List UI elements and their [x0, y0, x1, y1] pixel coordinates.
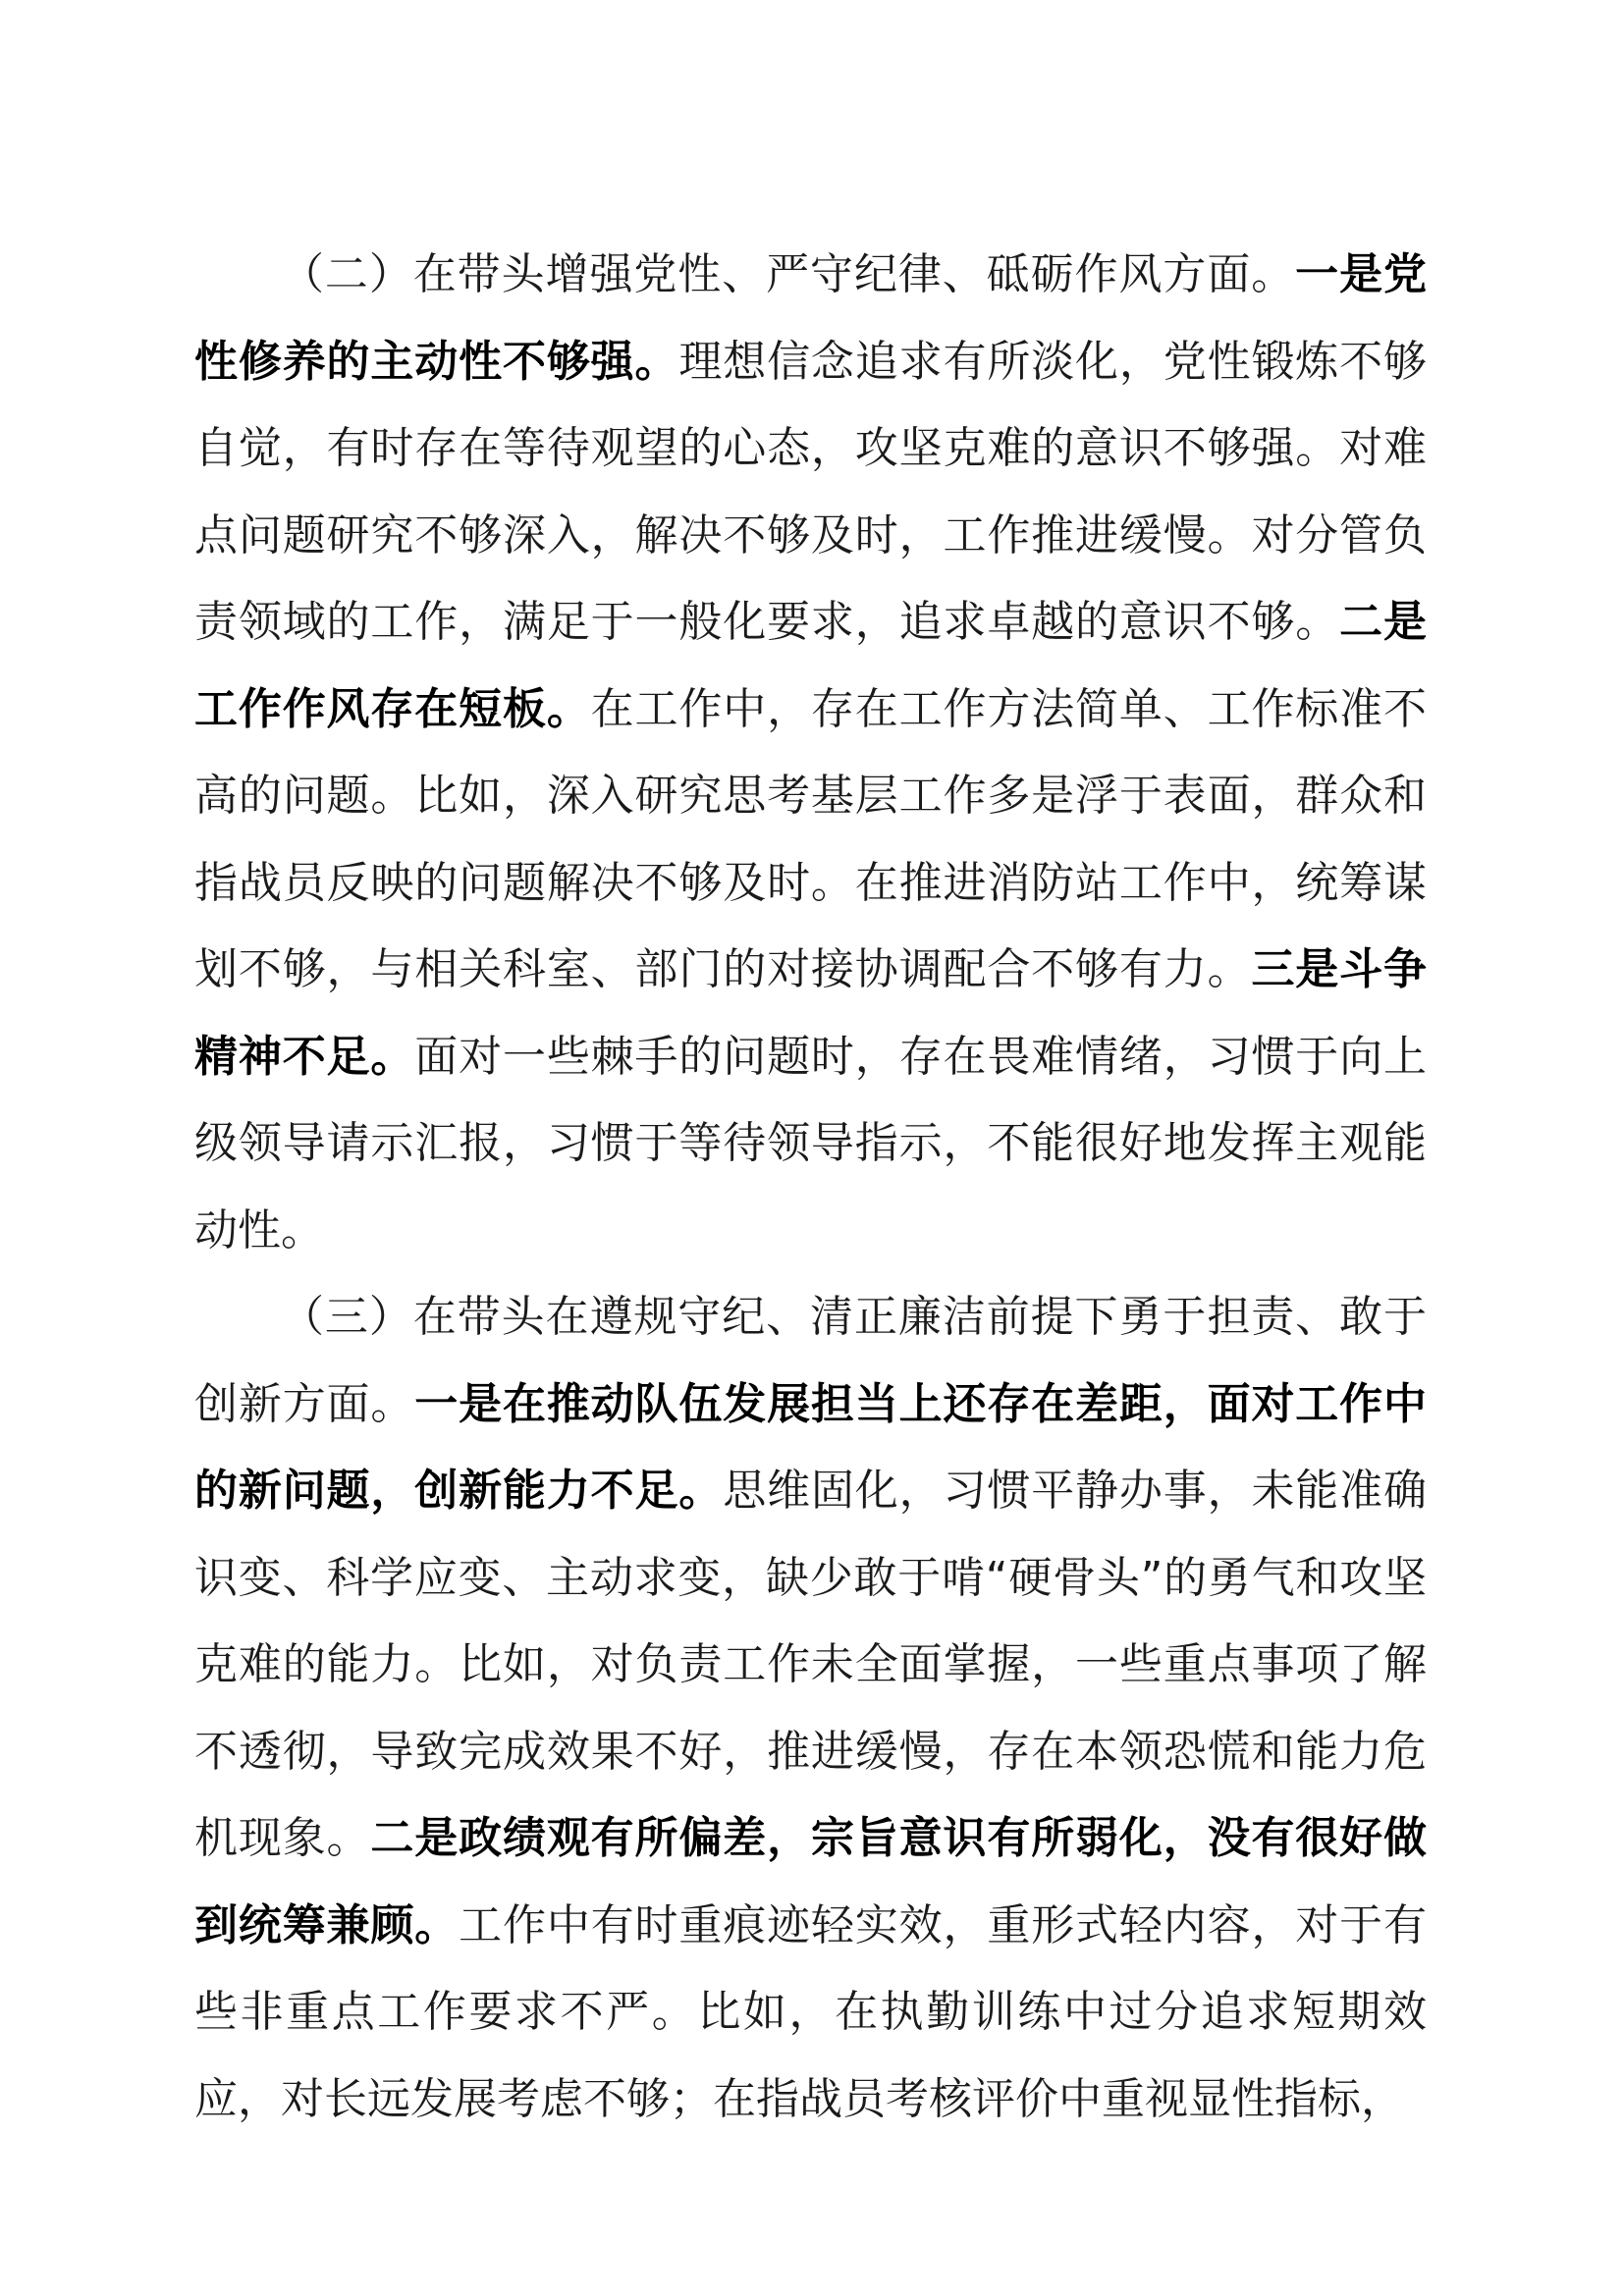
point-three-heading: 三是斗争精神不足。 — [194, 944, 1428, 1082]
section-two-heading: （二）在带头增强党性、严守纪律、砥砺作风方面。 — [281, 249, 1296, 299]
point-three-body: 面对一些棘手的问题时，存在畏难情绪，习惯于向上级领导请示汇报，习惯于等待领导指示，不能很好地发挥主观能动性。 — [194, 1031, 1428, 1255]
point-two-heading: 二是政绩观有所偏差，宗旨意识有所弱化，没有很好做到统筹兼顾。 — [194, 1813, 1428, 1950]
point-one-heading: 一是在推动队伍发展担当上还存在差距，面对工作中的新问题，创新能力不足。 — [194, 1378, 1428, 1516]
point-one-body: 思维固化，习惯平静办事，未能准确识变、科学应变、主动求变，缺少敢于啃“硬骨头”的勇气和攻坚克难的能力。比如，对负责工作未全面掌握，一些重点事项了解不透彻，导致完成效果不好，推进缓慢，存在本领恐慌和能力危机现象。 — [194, 1466, 1428, 1863]
point-two-heading: 二是工作作风存在短板。 — [194, 597, 1428, 734]
paragraph-section-two — [194, 232, 1427, 1274]
point-one-body: 理想信念追求有所淡化，党性锻炼不够自觉，有时存在等待观望的心态，攻坚克难的意识不够强。对难点问题研究不够深入，解决不够及时，工作推进缓慢。对分管负责领域的工作，满足于一般化要求，追求卓越的意识不够。 — [194, 336, 1428, 647]
section-three-heading: （三）在带头在遵规守纪、清正廉洁前提下勇于担责、敢于创新方面。 — [194, 1292, 1427, 1429]
point-two-body: 在工作中，存在工作方法简单、工作标准不高的问题。比如，深入研究思考基层工作多是浮于表面，群众和指战员反映的问题解决不够及时。在推进消防站工作中，统筹谋划不够，与相关科室、部门的对接协调配合不够有力。 — [194, 683, 1428, 994]
point-one-heading: 一是党性修养的主动性不够强。 — [194, 249, 1428, 387]
paragraph-section-three — [194, 1274, 1427, 2143]
document-body — [194, 232, 1427, 2143]
point-two-body: 工作中有时重痕迹轻实效，重形式轻内容，对于有些非重点工作要求不严。比如，在执勤训练中过分追求短期效应，对长远发展考虑不够；在指战员考核评价中重视显性指标， — [194, 1899, 1428, 2124]
